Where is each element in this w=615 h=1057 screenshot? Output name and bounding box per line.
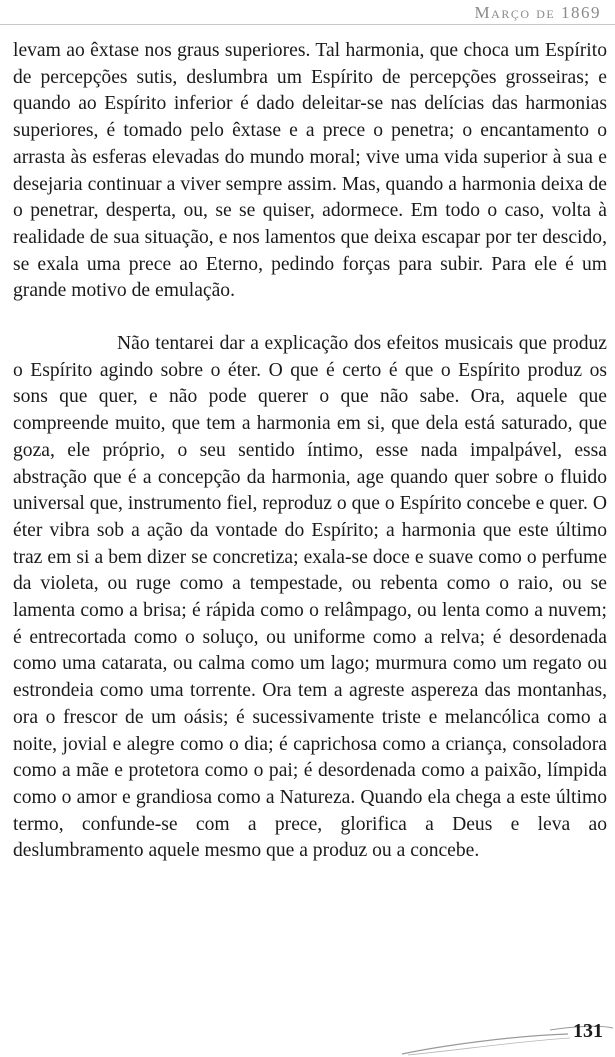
page-number: 131: [573, 1020, 603, 1042]
page-body: [13, 38, 607, 865]
header-rule: [0, 24, 615, 25]
paragraph-1: levam ao êxtase nos graus superiores. Tal harmonia, que choca um Espírito de percepções sutis, deslumbra um Espírito de percepções grosseiras; e quando ao Espírito inferior é dado deleitar-se nas delícias das harmonias superiores, é tomado pelo êxtase e a prece o penetra; o encantamento o arrasta às esferas elevadas do mundo moral; vive uma vida superior à sua e desejaria continuar a viver sempre assim. Mas, quando a harmonia deixa de o penetrar, desperta, ou, se se quiser, adormece. Em todo o caso, volta à realidade de sua situação, e nos lamentos que deixa escapar por ter descido, se exala uma prece ao Eterno, pedindo forças para subir. Para ele é um grande motivo de emulação.: [13, 40, 607, 302]
paragraph-2: Não tentarei dar a explicação dos efeitos musicais que produz o Espírito agindo sobre o éter. O que é certo é que o Espírito produz os sons que quer, e não pode querer o que não sabe. Ora, aquele que compreende muito, que tem a harmonia em si, que dela está saturado, que goza, ele próprio, o seu sentido íntimo, esse nada impalpável, essa abstração que é a concepção da harmonia, age quando quer sobre o fluido universal que, instrumento fiel, reproduz o que o Espírito concebe e quer. O éter vibra sob a ação da vontade do Espírito; a harmonia que este último traz em si a bem dizer se concretiza; exala-se doce e suave como o perfume da violeta, ou ruge como a tempestade, ou rebenta como o raio, ou se lamenta como a brisa; é rápida como o relâmpago, ou lenta como a nuvem; é entrecortada como o soluço, ou uniforme como a relva; é desordenada como uma catarata, ou calma como um lago; murmura como um regato ou estrondeia como uma torrente. Ora tem a agreste aspereza das montanhas, ora o frescor de um oásis; é sucessivamente triste e melancólica como a noite, jovial e alegre como o dia; é caprichosa como a criança, consoladora como a mãe e protetora como o pai; é desordenada como a paixão, límpida como o amor e grandiosa como a Natureza. Quando ela chega a este último termo, confunde-se com a prece, glorifica a Deus e leva ao deslumbramento aquele mesmo que a produz ou a concebe.: [13, 333, 607, 862]
running-header: Março de 1869: [474, 3, 601, 22]
